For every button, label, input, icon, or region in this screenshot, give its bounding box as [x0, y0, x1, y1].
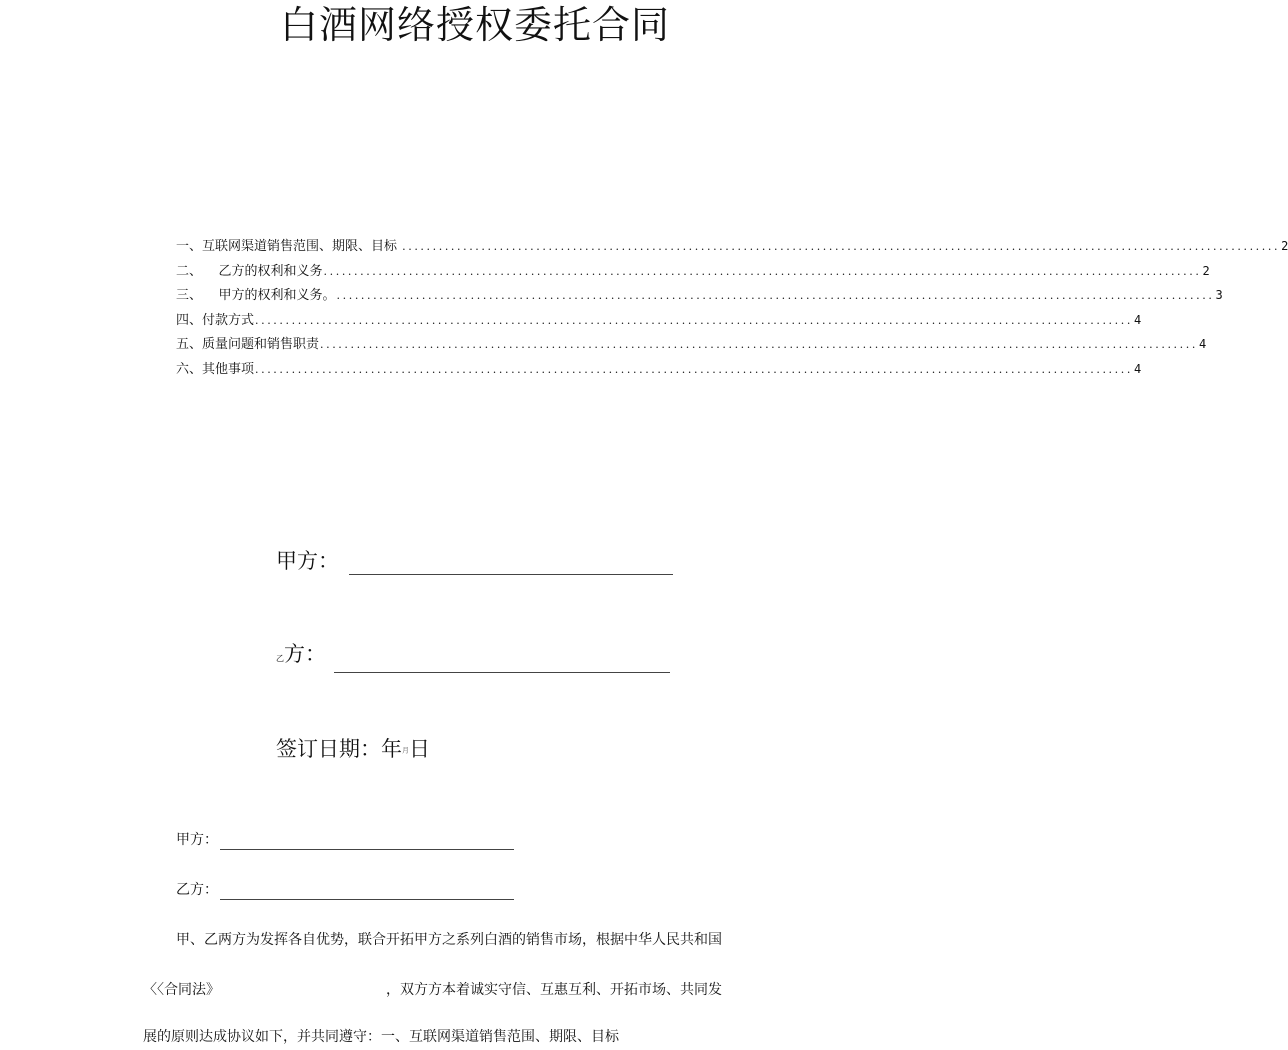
party-b-field[interactable] [220, 885, 514, 900]
cover-party-b [276, 640, 670, 673]
toc-item[interactable] [176, 259, 1210, 284]
cover-party-a [276, 547, 673, 575]
cover-party-b-field[interactable] [334, 654, 670, 673]
toc-item[interactable] [176, 332, 1207, 357]
party-b-line [176, 880, 514, 900]
cover-sign-date [276, 735, 430, 765]
cover-party-b-prefix: 乙 [276, 654, 284, 663]
body-paragraph-line-1: 甲、乙两方为发挥各自优势，联合开拓甲方之系列白酒的销售市场，根据中华人民共和国 [176, 932, 722, 948]
body-paragraph-line-2-right: ，双方方本着诚实守信、互惠互利、开拓市场、共同发 [386, 982, 722, 998]
body-paragraph-line-2-left: 〈〈合同法》 [143, 982, 220, 998]
toc-item-label: 三、 甲方的权利和义务。 [176, 288, 336, 304]
toc-item-page: 2 [1281, 239, 1288, 253]
table-of-contents [176, 234, 1288, 382]
party-a-field[interactable] [220, 835, 514, 850]
cover-date-day: 日 [409, 737, 430, 761]
toc-item-label: 一、互联网渠道销售范围、期限、目标 [176, 239, 402, 254]
body-paragraph-line-3: 展的原则达成协议如下，并共同遵守：一、互联网渠道销售范围、期限、目标 [143, 1029, 619, 1045]
toc-item-page: 4 [1133, 312, 1142, 327]
toc-item[interactable] [176, 234, 1288, 259]
toc-leader-dots: ................................................................................................................................................ [255, 362, 1133, 376]
toc-item[interactable] [176, 357, 1142, 382]
toc-item-page: 2 [1202, 263, 1210, 278]
toc-item[interactable] [176, 308, 1142, 333]
toc-item-label: 六、其他事项 [176, 361, 255, 377]
document-title: 白酒网络授权委托合同 [279, 3, 670, 47]
cover-date-label: 签订日期：年 [276, 737, 402, 761]
party-b-label: 乙方： [176, 882, 218, 898]
toc-item-label: 四、付款方式 [176, 312, 255, 328]
cover-party-a-field[interactable] [349, 556, 673, 575]
toc-item-label: 二、 乙方的权利和义务 [176, 263, 323, 279]
toc-leader-dots: ................................................................................................................................................ [336, 289, 1215, 303]
toc-item-page: 3 [1215, 288, 1223, 303]
toc-item-page: 4 [1198, 337, 1207, 352]
cover-party-b-label: 方： [284, 642, 326, 666]
toc-leader-dots: ................................................................................................................................................ [323, 264, 1202, 278]
toc-leader-dots: ................................................................................................................................................ [402, 240, 1281, 253]
toc-leader-dots: ................................................................................................................................................ [255, 313, 1133, 327]
party-a-label: 甲方： [176, 832, 218, 848]
toc-item[interactable] [176, 283, 1223, 308]
toc-leader-dots: ................................................................................................................................................ [320, 338, 1198, 352]
party-a-line [176, 830, 514, 850]
cover-date-month-mark: 月 [402, 746, 409, 755]
toc-item-label: 五、质量问题和销售职责 [176, 337, 320, 353]
toc-item-page: 4 [1133, 361, 1142, 376]
cover-party-a-label: 甲方： [276, 549, 339, 573]
